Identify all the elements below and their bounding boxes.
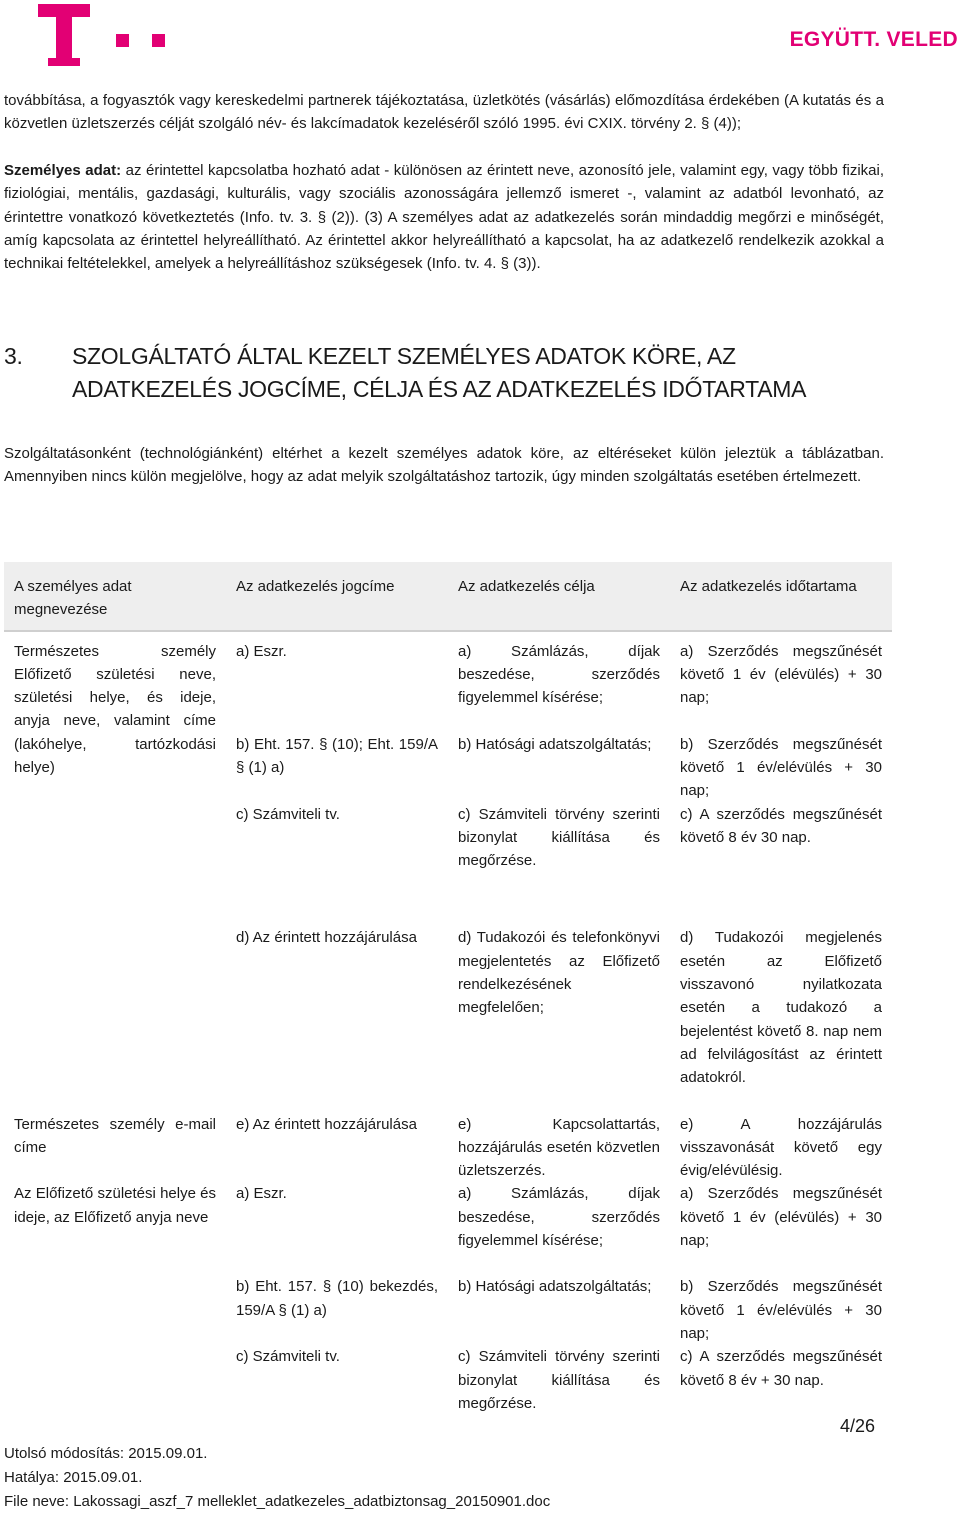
table-cell bbox=[670, 872, 892, 1089]
cell-text: a) Szerződés megszűnését követő 1 év (elévülés) + 30 nap; bbox=[680, 1185, 882, 1250]
table-cell bbox=[448, 872, 670, 1089]
table-cell bbox=[4, 631, 226, 873]
slogan: EGYÜTT. VELED bbox=[789, 28, 958, 51]
cell-text: a) Eszr. bbox=[236, 642, 287, 660]
column-header: A személyes adat megnevezése bbox=[4, 562, 226, 631]
definition-paragraph bbox=[4, 159, 884, 275]
telekom-logo bbox=[38, 4, 178, 68]
logo-dot bbox=[152, 34, 165, 47]
cell-text: d) Az érintett hozzájárulása bbox=[236, 929, 417, 947]
cell-text: c) Számviteli törvény szerinti bizonylat kiállítása és megőrzése. bbox=[458, 1348, 660, 1413]
table-cell bbox=[226, 1090, 448, 1183]
table-header-row bbox=[4, 562, 892, 631]
table-cell bbox=[670, 1090, 892, 1183]
cell-text: c) Számviteli tv. bbox=[236, 805, 340, 823]
cell-text: a) Eszr. bbox=[236, 1185, 287, 1203]
footer-effective: Hatálya: 2015.09.01. bbox=[4, 1469, 143, 1486]
cell-text: b) Szerződés megszűnését követő 1 év/elévülés + 30 nap; bbox=[680, 735, 882, 800]
data-processing-table bbox=[4, 562, 892, 1415]
cell-text: b) Szerződés megszűnését követő 1 év/elévülés + 30 nap; bbox=[680, 1278, 882, 1343]
cell-text: b) Eht. 157. § (10) bekezdés, 159/A § (1) a) bbox=[236, 1278, 438, 1319]
cell-text: b) Hatósági adatszolgáltatás; bbox=[458, 1278, 652, 1296]
logo-t-stem bbox=[56, 4, 72, 66]
cell-text: c) Számviteli törvény szerinti bizonylat kiállítása és megőrzése. bbox=[458, 805, 660, 870]
cell-text: a) Számlázás, díjak beszedése, szerződés figyelemmel kísérése; bbox=[458, 1185, 660, 1250]
table-cell bbox=[226, 1182, 448, 1415]
table-row bbox=[4, 631, 892, 873]
section-intro: Szolgáltatásonként (technológiánként) eltérhet a kezelt személyes adatok köre, az eltéréseket külön jeleztük a táblázatban. Amennyiben nincs külön megjelölve, hogy az adat melyik szolgáltatáshoz tartozik, úgy minden szolgáltatás esetében értelmezett. bbox=[4, 445, 884, 486]
cell-text: c) A szerződés megszűnését követő 8 év + 30 nap. bbox=[680, 1348, 882, 1389]
cell-text: Természetes személy Előfizető születési neve, születési helye, és ideje, anyja neve, valamint címe (lakóhelye, tartózkodási helye) bbox=[14, 642, 216, 777]
page-number: 4/26 bbox=[840, 1416, 876, 1436]
logo-dot bbox=[116, 34, 129, 47]
cell-text: a) Számlázás, díjak beszedése, szerződés figyelemmel kísérése; bbox=[458, 642, 660, 707]
footer-modified: Utolsó módosítás: 2015.09.01. bbox=[4, 1445, 208, 1462]
table-row bbox=[4, 872, 892, 1089]
column-header: Az adatkezelés jogcíme bbox=[226, 562, 448, 631]
table-cell bbox=[448, 1090, 670, 1183]
table-cell bbox=[448, 631, 670, 873]
table-cell bbox=[670, 1182, 892, 1415]
definition-term: Személyes adat: bbox=[4, 162, 122, 179]
column-header: Az adatkezelés célja bbox=[448, 562, 670, 631]
footer-filename: File neve: Lakossagi_aszf_7 melleklet_adatkezeles_adatbiztonsag_20150901.doc bbox=[4, 1493, 551, 1510]
table-cell bbox=[448, 1182, 670, 1415]
cell-text: c) Számviteli tv. bbox=[236, 1348, 340, 1366]
table-cell bbox=[226, 872, 448, 1089]
logo-t-foot bbox=[48, 58, 80, 66]
cell-text: d) Tudakozói megjelenés esetén az Előfizető visszavonó nyilatkozata esetén a tudakozó a bejelentést követő 8. nap nem ad felvilágosítást az érintett adatokról. bbox=[680, 929, 882, 1087]
cell-text: Az Előfizető születési helye és ideje, az Előfizető anyja neve bbox=[14, 1185, 216, 1226]
cell-text: d) Tudakozói és telefonkönyvi megjelentetés az Előfizető rendelkezésének megfelelően; bbox=[458, 929, 660, 1017]
table-cell bbox=[4, 872, 226, 1089]
table-row bbox=[4, 1090, 892, 1183]
cell-text: e) Kapcsolattartás, hozzájárulás esetén közvetlen üzletszerzés. bbox=[458, 1115, 660, 1180]
definition-text: az érintettel kapcsolatba hozható adat - különösen az érintett neve, azonosító jele, valamint egy, vagy több fizikai, fiziológiai, mentális, gazdasági, kulturális, vagy szociális azonosságára jellemző ismeret -, valamint az adatból levonható, az érintettre vonatkozó következtetés (Info. tv. 3. § (2)). (3) A személyes adat az adatkezelés során mindaddig megőrzi e minőségét, amíg kapcsolata az érintettel helyreállítható. Az érintettel akkor helyreállítható a kapcsolat, ha az adatkezelő rendelkezik azokkal a technikai feltételekkel, amelyek a helyreállításhoz szükségesek (Info. tv. 4. § (3)). bbox=[4, 162, 884, 273]
column-header: Az adatkezelés időtartama bbox=[670, 562, 892, 631]
cell-text: Természetes személy e-mail címe bbox=[14, 1115, 216, 1156]
table-cell bbox=[226, 631, 448, 873]
table-cell bbox=[4, 1182, 226, 1415]
intro-paragraph: továbbítása, a fogyasztók vagy kereskedelmi partnerek tájékoztatása, üzletkötés (vásárlás) előmozdítása érdekében (A kutatás és a közvetlen üzletszerzés célját szolgáló név- és lakcímadatok kezeléséről szóló 1995. évi CXIX. törvény 2. § (4)); bbox=[4, 92, 884, 133]
cell-text: b) Hatósági adatszolgáltatás; bbox=[458, 735, 652, 753]
section-number: 3. bbox=[4, 343, 23, 369]
cell-text: c) A szerződés megszűnését követő 8 év 30 nap. bbox=[680, 805, 882, 846]
table-cell bbox=[4, 1090, 226, 1183]
cell-text: a) Szerződés megszűnését követő 1 év (elévülés) + 30 nap; bbox=[680, 642, 882, 707]
table-row bbox=[4, 1182, 892, 1415]
section-title: SZOLGÁLTATÓ ÁLTAL KEZELT SZEMÉLYES ADATOK KÖRE, AZ ADATKEZELÉS JOGCÍME, CÉLJA ÉS AZ ADATKEZELÉS IDŐTARTAMA bbox=[72, 343, 807, 402]
cell-text: e) Az érintett hozzájárulása bbox=[236, 1115, 417, 1133]
cell-text: e) A hozzájárulás visszavonását követő egy évig/elévülésig. bbox=[680, 1115, 882, 1180]
table-cell bbox=[670, 631, 892, 873]
cell-text: b) Eht. 157. § (10); Eht. 159/A § (1) a) bbox=[236, 735, 438, 776]
